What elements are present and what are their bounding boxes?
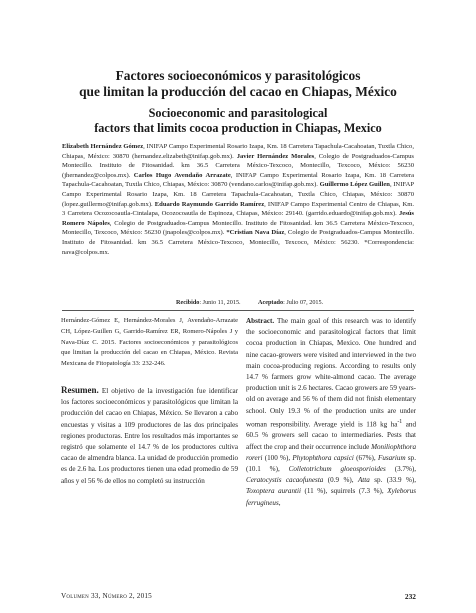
english-title — [60, 106, 416, 136]
species-name: Colletotrichum gloeosporioides — [288, 465, 386, 473]
spanish-title-line-1: Factores socioeconómicos y parasitológicos — [115, 68, 361, 83]
english-title-line-2: factors that limits cocoa production in Chiapas, Mexico — [94, 121, 382, 135]
abstract-paragraph — [246, 316, 416, 509]
abstract-text: (11 %), squirrels (7.3 %), — [300, 487, 388, 496]
abstract-text: (3.7%), — [385, 465, 416, 473]
abstract-superscript: -1 — [397, 418, 403, 425]
author-name: Eduardo Raymundo Garrido Ramírez — [154, 200, 265, 208]
abstract-text: (67%), — [353, 453, 378, 462]
resumen-paragraph — [61, 385, 238, 487]
abstract-text: , — [278, 498, 281, 507]
abstract-text: sp. (10.1 %), — [246, 453, 416, 473]
author-name: Carlos Hugo Avendaño Arrazate — [133, 171, 231, 179]
author-name: Elizabeth Hernández Gómez — [62, 143, 144, 150]
abstract-text: The main goal of this research was to identify the socioeconomic and parasitological factors that limit cocoa production in Chiapas, Mexico. One hundred and nine cacao-growers were visited and interviewed in the two main cocoa-producing regions. According to results only 14.7 % farmers grow white-almond cacao. The average production unit is 2.6 hectares. Cacao growers are 59 years-old on average and 56 % of them did not finish elementary school. Only 19.3 % of the production units are under woman responsibility. Average yield is 118 kg ha — [246, 317, 416, 429]
species-name: Xyleborus ferrugineus — [246, 487, 416, 507]
author-affiliation: , Colegio de Postgraduados-Campus Montecillo. Instituto de Fitosanidad. km 36.5 Carretera México-Texcoco, Montecillo, Texcoco, México: 56230 (jnapoles@colpos.mx). — [62, 219, 415, 237]
author-affiliation: , Colegio de Postgraduados-Campus Montecillo. Instituto de Fitosanidad. km 36.5 Carretera México-Texcoco, Montecillo, Texcoco, México: 56230. *Correspondencia: nava@colpos.mx. — [62, 229, 414, 256]
received-label: Recibido — [176, 299, 200, 306]
abstract-label: Abstract. — [246, 317, 275, 325]
resumen-text: El objetivo de la investigación fue identificar los factores socioeconómicos y parasitológicos que limitan la producción del cacao en Chiapas, México. Se llevaron a cabo encuestas y visitas a 109 productores de las dos principales regiones productoras. Entre los resultados más importantes se registró que solamente el 14.7 % de los productores cultiva cacao de almendra blanca. La unidad de producción promedio es de 2.6 ha. Los productores tienen una edad promedio de 59 años y el 56 % de ellos no completó su instrucción — [61, 386, 238, 485]
author-name: Jesús Romero Nápoles — [62, 210, 414, 227]
english-title-line-1: Socioeconomic and parasitological — [148, 106, 328, 120]
abstract-text: sp. (33.9 %), — [369, 476, 416, 485]
species-name: Ceratocystis cacaofunesta — [246, 476, 324, 485]
species-name: Phytophthora capsici — [292, 453, 354, 462]
abstract-text: (0.9 %), — [323, 476, 358, 485]
horizontal-rule — [62, 310, 414, 311]
species-name: Atta — [357, 476, 370, 485]
author-name: *Cristian Nava Díaz — [226, 229, 285, 237]
author-affiliation: , INIFAP Campo Experimental Rosario Izapa, Km. 18 Carretera Tapachula-Cacahoatan, Tuxtla Chico, Chiapas, México: 30870 (hernandez.elizabeth@inifap.gob.mx). — [62, 143, 414, 160]
accepted-date — [258, 298, 323, 307]
right-column — [246, 316, 416, 509]
submission-dates — [62, 298, 414, 308]
left-column — [61, 316, 238, 487]
received-date — [176, 298, 241, 307]
accepted-value: : Julio 07, 2015. — [283, 299, 324, 306]
received-value: : Junio 11, 2015. — [199, 299, 241, 306]
resumen-label: Resumen. — [61, 384, 99, 395]
species-name: Moniliophthora roreri — [246, 442, 416, 462]
citation: Hernández-Gómez E, Hernández-Morales J, Avendaño-Arrazate CH, López-Guillen G, Garrido-Ramírez ER, Romero-Nápoles J y Nava-Díaz C. 2015. Factores socioeconómicos y parasitológicos que limitan la producción del cacao en Chiapas, México. Revista Mexicana de Fitopatología 33: 232-246. — [61, 317, 238, 368]
journal-volume: Volumen 33, Número 2, 2015 — [61, 592, 152, 600]
accepted-label: Aceptado — [258, 299, 284, 306]
abstract-text: and 60.5 % growers sell cacao to intermediaries. Pests that affect the crop and their occurrence include — [246, 420, 416, 451]
species-name: Toxoptera aurantii — [246, 487, 301, 496]
spanish-title-line-2: que limitan la producción del cacao en Chiapas, México — [79, 84, 397, 99]
author-affiliation: , INIFAP Campo Experimental Rosario Izapa, Km. 18 Carretera Tapachula-Cacahoatan, Tuxtla Chico, Chiapas, México: 30870 (lopez.guillermo@inifap.gob.mx). — [62, 181, 414, 208]
spanish-title — [40, 68, 436, 100]
author-name: Guillermo López Guillen — [319, 181, 390, 189]
author-affiliation: , INIFAP Campo Experimental Centro de Chiapas, Km. 3 Carretera Ocozocoautla-Cintalapa, Ocozocoautla de Espinoza, Chiapas, México: 29140. (garrido.eduardo@inifap.gob.mx). — [62, 200, 414, 218]
author-affiliations — [62, 142, 414, 257]
author-name: Javier Hernández Morales — [236, 152, 315, 160]
species-name: Fusarium — [377, 453, 406, 462]
author-affiliation: , INIFAP Campo Experimental Rosario Izapa, Km. 18 Carretera Tapachula-Cacahoatan, Tuxtla Chico, Chiapas, México: 30870 (vendano.carlos@inifap.gob.mx). — [62, 171, 414, 189]
page-number: 232 — [404, 592, 416, 601]
author-affiliation: , Colegio de Postgraduados-Campus Montecillo. Instituto de Fitosanidad. km 36.5 Carretera México-Texcoco, Montecillo, Texcoco, México: 56230 (jhernandez@colpos.mx). — [62, 152, 414, 179]
abstract-text: (100 %), — [262, 453, 293, 462]
